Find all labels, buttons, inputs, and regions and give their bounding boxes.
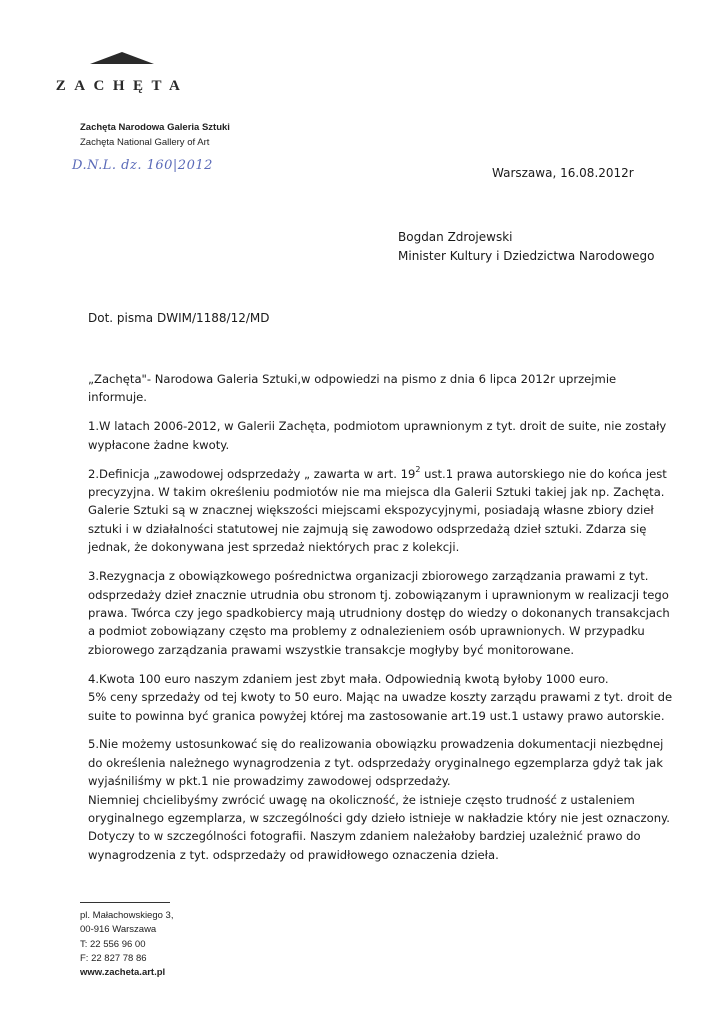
- text-line: 3.Rezygnacja z obowiązkowego pośrednictwa organizacji zbiorowego zarządzania prawami z tyt.: [88, 569, 649, 584]
- text-line: 5% ceny sprzedaży od tej kwoty to 50 euro. Mając na uwadze koszty zarządu prawami z tyt. droit de: [88, 690, 673, 705]
- text-line: „Zachęta"- Narodowa Galeria Sztuki,w odpowiedzi na pismo z dnia 6 lipca 2012r uprzejmie: [88, 372, 617, 386]
- addressee-title: Minister Kultury i Dziedzictwa Narodowego: [398, 249, 655, 263]
- text-line: 5.Nie możemy ustosunkować się do realizowania obowiązku prowadzenia dokumentacji niezbędnej: [88, 737, 664, 752]
- institution-name-en: Zachęta National Gallery of Art: [80, 137, 210, 148]
- footer-website: www.zacheta.art.pl: [80, 967, 166, 979]
- letter-date: Warszawa, 16.08.2012r: [492, 166, 634, 180]
- logo-wordmark: ZACHĘTA: [55, 78, 189, 94]
- superscript: 2: [415, 464, 421, 474]
- text-line: wynagrodzenia z tyt. odsprzedaży od prawidłowego oznaczenia dzieła.: [88, 847, 499, 862]
- text-line: Dotyczy to w szczególności fotografii. Naszym zdaniem należałoby bardziej uzależnić prawo do: [88, 829, 641, 844]
- text-line: zbiorowego zarządzania prawami wszystkie transakcje mogłyby być monitorowane.: [88, 642, 575, 657]
- footer-address: [80, 909, 173, 980]
- footer-street: pl. Małachowskiego 3,: [80, 910, 174, 921]
- handwritten-reference: D.N.L. dz. 160|2012: [72, 158, 213, 173]
- institution-name-pl: Zachęta Narodowa Galeria Sztuki: [80, 122, 230, 133]
- text-line: Niemniej chcielibyśmy zwrócić uwagę na okoliczność, że istnieje często trudność z ustaleniem: [88, 792, 635, 807]
- paragraph-4: [88, 670, 673, 725]
- text-fragment: 2.Definicja „zawodowej odsprzedaży „ zawarta w art. 19: [88, 466, 416, 481]
- text-line: do określenia należnego wynagrodzenia z tyt. odsprzedaży oryginalnego egzemplarza gdyż tak jak: [88, 755, 663, 770]
- text-line: wyjaśniliśmy w pkt.1 nie prowadzimy zawodowej odsprzedaży.: [88, 774, 451, 789]
- text-line: wypłacone żadne kwoty.: [88, 437, 230, 452]
- footer-divider: [80, 902, 170, 903]
- text-line: informuje.: [88, 390, 147, 405]
- text-line: oryginalnego egzemplarza, w szczególności gdy dzieło istnieje w nakładzie który nie jest oznaczony.: [88, 811, 670, 826]
- paragraph-intro: [88, 370, 648, 407]
- document-reference: Dot. pisma DWIM/1188/12/MD: [88, 311, 270, 325]
- text-line: precyzyjna. W takim określeniu podmiotów nie ma miejsca dla Galerii Sztuki takiej jak np. Zachęta.: [88, 485, 665, 500]
- letter-body: [88, 370, 673, 875]
- text-line: Galerie Sztuki są w znacznej większości miejscami ekspozycyjnymi, posiadają własne zbiory dzieł: [88, 503, 654, 518]
- addressee-block: [398, 228, 654, 266]
- text-line: 4.Kwota 100 euro naszym zdaniem jest zbyt mała. Odpowiednią kwotą byłoby 1000 euro.: [88, 671, 609, 686]
- text-line: 1.W latach 2006-2012, w Galerii Zachęta, podmiotom uprawnionym z tyt. droit de suite, nie zostały: [88, 419, 667, 434]
- paragraph-1: [88, 417, 667, 454]
- text-line: prawa. Twórca czy jego spadkobiercy mają utrudniony dostęp do wiedzy o dokonanych transakcjach: [88, 605, 670, 620]
- text-fragment: ust.1 prawa autorskiego nie do końca jest: [420, 466, 667, 481]
- footer-fax: F: 22 827 78 86: [80, 952, 147, 964]
- footer-city: 00-916 Warszawa: [80, 924, 157, 936]
- text-line: sztuki i w działalności statutowej nie zajmują się zawodowo odsprzedażą dzieł sztuki. Zdarza się: [88, 521, 647, 536]
- footer-phone: T: 22 556 96 00: [80, 938, 146, 950]
- text-line: suite to powinna być granica powyżej której ma zastosowanie art.19 ust.1 ustawy prawo autorskie.: [88, 708, 665, 723]
- zacheta-logo: [55, 50, 189, 96]
- text-line: [88, 464, 667, 483]
- paragraph-2: [88, 464, 667, 557]
- text-line: a podmiot zobowiązany często ma problemy z odnalezieniem osób uprawnionych. W przypadku: [88, 624, 645, 639]
- paragraph-3: [88, 567, 670, 659]
- text-line: odsprzedaży dzieł znacznie utrudnia obu stronom tj. zobowiązanym i uprawnionym w realizacji tego: [88, 587, 669, 602]
- paragraph-5: [88, 735, 670, 864]
- addressee-name: Bogdan Zdrojewski: [398, 230, 513, 244]
- text-line: jednak, że dokonywana jest sprzedaż niektórych prac z kolekcji.: [88, 540, 460, 555]
